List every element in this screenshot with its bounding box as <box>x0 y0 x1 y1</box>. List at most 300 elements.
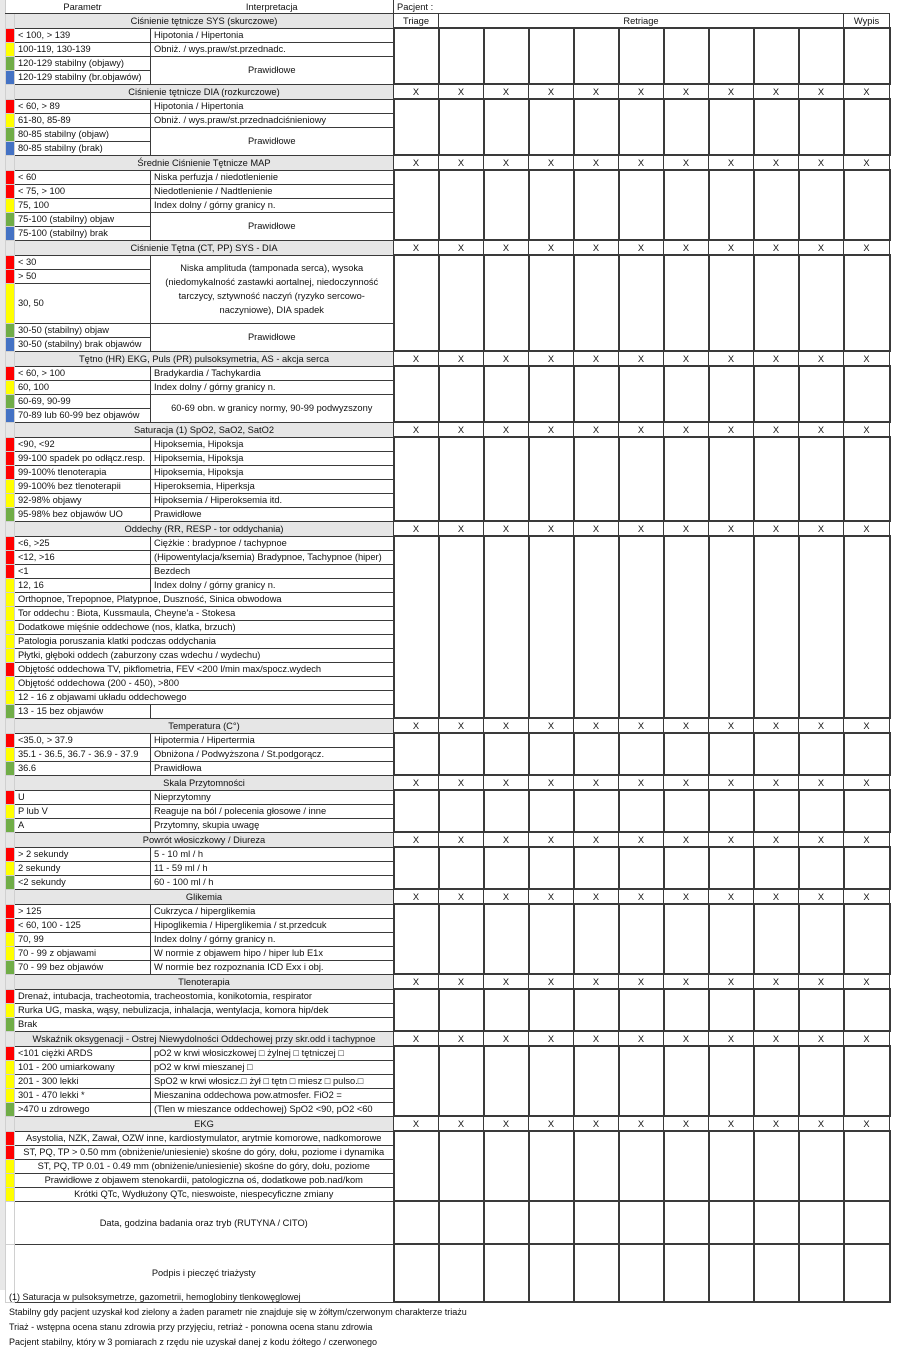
mark-x: X <box>394 832 439 847</box>
measurement-cell[interactable] <box>619 28 664 84</box>
measurement-cell[interactable] <box>484 170 529 240</box>
mark-x: X <box>619 974 664 989</box>
measurement-cell[interactable] <box>529 790 574 832</box>
measurement-cell[interactable] <box>529 989 574 1031</box>
measurement-cell[interactable] <box>439 28 484 84</box>
mark-x: X <box>709 351 754 366</box>
section-color-blank <box>6 718 15 733</box>
measurement-cell[interactable] <box>709 437 754 521</box>
signature-cell[interactable] <box>484 1201 529 1244</box>
signature-cell[interactable] <box>754 1244 799 1302</box>
mark-x: X <box>664 84 709 99</box>
measurement-cell[interactable] <box>799 904 844 974</box>
mark-x: X <box>754 422 799 437</box>
measurement-cell[interactable] <box>619 847 664 889</box>
measurement-cell[interactable] <box>754 170 799 240</box>
parameter-value: 92-98% objawy <box>15 493 151 507</box>
measurement-cell[interactable] <box>484 437 529 521</box>
signature-cell[interactable] <box>619 1244 664 1302</box>
mark-x: X <box>394 155 439 170</box>
measurement-cell[interactable] <box>529 1131 574 1201</box>
mark-x: X <box>844 1031 890 1046</box>
measurement-cell[interactable] <box>394 790 439 832</box>
mark-x: X <box>709 974 754 989</box>
measurement-cell[interactable] <box>439 437 484 521</box>
parameter-text: Płytki, głęboki oddech (zaburzony czas wdechu / wydechu) <box>15 648 394 662</box>
mark-x: X <box>529 240 574 255</box>
measurement-cell[interactable] <box>754 366 799 422</box>
measurement-cell[interactable] <box>709 28 754 84</box>
mark-x: X <box>754 1116 799 1131</box>
parameter-value: 75, 100 <box>15 198 151 212</box>
measurement-cell[interactable] <box>619 790 664 832</box>
mark-x: X <box>574 775 619 790</box>
measurement-cell[interactable] <box>529 366 574 422</box>
measurement-cell[interactable] <box>574 904 619 974</box>
measurement-cell[interactable] <box>844 99 890 155</box>
mark-x: X <box>619 775 664 790</box>
measurement-cell[interactable] <box>574 255 619 351</box>
measurement-cell[interactable] <box>484 989 529 1031</box>
mark-x: X <box>619 240 664 255</box>
mark-x: X <box>439 155 484 170</box>
mark-x: X <box>844 718 890 733</box>
measurement-cell[interactable] <box>529 28 574 84</box>
severity-color-green <box>6 394 15 408</box>
section-color-blank <box>6 240 15 255</box>
severity-color-yellow <box>6 648 15 662</box>
section-header-row <box>6 240 890 255</box>
measurement-cell[interactable] <box>754 904 799 974</box>
measurement-cell[interactable] <box>484 1046 529 1116</box>
interpretation: Obniżona / Podwyższona / St.podgorącz. <box>151 747 394 761</box>
parameter-value: > 2 sekundy <box>15 847 151 861</box>
signature-cell[interactable] <box>439 1201 484 1244</box>
interpretation: Prawidłowa <box>151 761 394 775</box>
section-title: Temperatura (C°) <box>15 718 394 733</box>
mark-x: X <box>844 832 890 847</box>
measurement-cell[interactable] <box>394 1131 439 1201</box>
measurement-cell[interactable] <box>799 790 844 832</box>
parameter-value: 60-69, 90-99 <box>15 394 151 408</box>
measurement-cell[interactable] <box>664 1046 709 1116</box>
measurement-cell[interactable] <box>619 99 664 155</box>
signature-cell[interactable] <box>799 1244 844 1302</box>
measurement-cell[interactable] <box>484 28 529 84</box>
signature-cell[interactable] <box>709 1201 754 1244</box>
severity-color-red <box>6 564 15 578</box>
measurement-cell[interactable] <box>754 733 799 775</box>
measurement-cell[interactable] <box>574 847 619 889</box>
measurement-cell[interactable] <box>754 536 799 718</box>
measurement-cell[interactable] <box>619 1046 664 1116</box>
mark-x: X <box>844 974 890 989</box>
measurement-cell[interactable] <box>574 1131 619 1201</box>
signature-cell[interactable] <box>844 1201 890 1244</box>
measurement-cell[interactable] <box>439 536 484 718</box>
parameter-value: 35.1 - 36.5, 36.7 - 36.9 - 37.9 <box>15 747 151 761</box>
measurement-cell[interactable] <box>439 1131 484 1201</box>
measurement-cell[interactable] <box>529 170 574 240</box>
section-title: Saturacja (1) SpO2, SaO2, SatO2 <box>15 422 394 437</box>
mark-x: X <box>799 155 844 170</box>
measurement-cell[interactable] <box>574 170 619 240</box>
parameter-value: 30-50 (stabilny) objaw <box>15 323 151 337</box>
measurement-cell[interactable] <box>484 1131 529 1201</box>
severity-color-yellow <box>6 283 15 323</box>
mark-x: X <box>574 974 619 989</box>
severity-color-green <box>6 704 15 718</box>
parameter-value: <101 ciężki ARDS <box>15 1046 151 1060</box>
measurement-cell[interactable] <box>394 366 439 422</box>
section-title: Wskaźnik oksygenacji - Ostrej Niewydolności Oddechowej przy skr.odd i tachypnoe <box>15 1031 394 1046</box>
parameter-value: <2 sekundy <box>15 875 151 889</box>
measurement-cell[interactable] <box>799 255 844 351</box>
measurement-cell[interactable] <box>844 904 890 974</box>
measurement-cell[interactable] <box>664 28 709 84</box>
interpretation <box>151 704 394 718</box>
interpretation: Niska perfuzja / niedotlenienie <box>151 170 394 184</box>
measurement-cell[interactable] <box>619 904 664 974</box>
measurement-cell[interactable] <box>844 733 890 775</box>
parameter-value: 70 - 99 bez objawów <box>15 960 151 974</box>
parameter-text: Prawidłowe z objawem stenokardii, patologiczna oś, dodatkowe pob.nad/kom <box>15 1173 394 1187</box>
measurement-cell[interactable] <box>709 536 754 718</box>
measurement-cell[interactable] <box>709 170 754 240</box>
section-header-row <box>6 832 890 847</box>
parameter-value: < 75, > 100 <box>15 184 151 198</box>
measurement-cell[interactable] <box>754 790 799 832</box>
measurement-cell[interactable] <box>754 437 799 521</box>
measurement-cell[interactable] <box>619 170 664 240</box>
mark-x: X <box>844 422 890 437</box>
measurement-cell[interactable] <box>394 733 439 775</box>
measurement-cell[interactable] <box>664 437 709 521</box>
mark-x: X <box>754 832 799 847</box>
measurement-cell[interactable] <box>844 366 890 422</box>
parameter-row <box>6 366 890 380</box>
measurement-cell[interactable] <box>394 99 439 155</box>
measurement-cell[interactable] <box>574 989 619 1031</box>
measurement-cell[interactable] <box>529 99 574 155</box>
footnote: Triaż - wstępna ocena stanu zdrowia przy przyjęciu, retriaż - ponowna ocena stanu zdrowia <box>9 1322 373 1332</box>
measurement-cell[interactable] <box>394 989 439 1031</box>
measurement-cell[interactable] <box>619 255 664 351</box>
measurement-cell[interactable] <box>664 904 709 974</box>
measurement-cell[interactable] <box>664 1131 709 1201</box>
measurement-cell[interactable] <box>709 255 754 351</box>
severity-color-blue <box>6 226 15 240</box>
signature-cell[interactable] <box>529 1201 574 1244</box>
measurement-cell[interactable] <box>394 904 439 974</box>
measurement-cell[interactable] <box>754 255 799 351</box>
severity-color-yellow <box>6 1003 15 1017</box>
measurement-cell[interactable] <box>619 536 664 718</box>
mark-x: X <box>394 84 439 99</box>
mark-x: X <box>844 775 890 790</box>
measurement-cell[interactable] <box>799 847 844 889</box>
parameter-value: 75-100 (stabilny) brak <box>15 226 151 240</box>
measurement-cell[interactable] <box>799 99 844 155</box>
measurement-cell[interactable] <box>574 733 619 775</box>
measurement-cell[interactable] <box>439 99 484 155</box>
severity-color-red <box>6 99 15 113</box>
measurement-cell[interactable] <box>709 366 754 422</box>
mark-x: X <box>799 832 844 847</box>
measurement-cell[interactable] <box>439 366 484 422</box>
measurement-cell[interactable] <box>484 904 529 974</box>
measurement-cell[interactable] <box>799 366 844 422</box>
measurement-cell[interactable] <box>619 437 664 521</box>
measurement-cell[interactable] <box>394 255 439 351</box>
measurement-cell[interactable] <box>664 536 709 718</box>
blank <box>6 0 15 14</box>
measurement-cell[interactable] <box>844 536 890 718</box>
mark-x: X <box>574 718 619 733</box>
section-color-blank <box>6 14 15 29</box>
measurement-cell[interactable] <box>844 1131 890 1201</box>
measurement-cell[interactable] <box>574 99 619 155</box>
mark-x: X <box>844 240 890 255</box>
measurement-cell[interactable] <box>799 28 844 84</box>
measurement-cell[interactable] <box>529 1046 574 1116</box>
signature-cell[interactable] <box>529 1244 574 1302</box>
section-color-blank <box>6 422 15 437</box>
measurement-cell[interactable] <box>394 28 439 84</box>
measurement-cell[interactable] <box>484 790 529 832</box>
parameter-value: 70-89 lub 60-99 bez objawów <box>15 408 151 422</box>
severity-color-red <box>6 255 15 269</box>
mark-x: X <box>394 422 439 437</box>
interpretation: Hipoksemia / Hiperoksemia itd. <box>151 493 394 507</box>
footer-row <box>6 1201 890 1244</box>
measurement-cell[interactable] <box>799 1131 844 1201</box>
section-title: EKG <box>15 1116 394 1131</box>
measurement-cell[interactable] <box>664 790 709 832</box>
signature-cell[interactable] <box>574 1244 619 1302</box>
measurement-cell[interactable] <box>529 255 574 351</box>
mark-x: X <box>844 351 890 366</box>
measurement-cell[interactable] <box>754 1046 799 1116</box>
signature-cell[interactable] <box>619 1201 664 1244</box>
mark-x: X <box>799 1031 844 1046</box>
mark-x: X <box>709 240 754 255</box>
measurement-cell[interactable] <box>619 989 664 1031</box>
parameter-row <box>6 536 890 550</box>
measurement-cell[interactable] <box>574 437 619 521</box>
parameter-text: Patologia poruszania klatki podczas oddychania <box>15 634 394 648</box>
measurement-cell[interactable] <box>709 847 754 889</box>
measurement-cell[interactable] <box>574 790 619 832</box>
section-header-row <box>6 351 890 366</box>
measurement-cell[interactable] <box>754 99 799 155</box>
measurement-cell[interactable] <box>394 170 439 240</box>
interpretation: Ciężkie : bradypnoe / tachypnoe <box>151 536 394 550</box>
measurement-cell[interactable] <box>709 99 754 155</box>
measurement-cell[interactable] <box>844 1046 890 1116</box>
interpretation: Index dolny / górny granicy n. <box>151 198 394 212</box>
mark-x: X <box>439 832 484 847</box>
measurement-cell[interactable] <box>574 536 619 718</box>
severity-color-green <box>6 323 15 337</box>
measurement-cell[interactable] <box>709 1131 754 1201</box>
measurement-cell[interactable] <box>664 989 709 1031</box>
mark-x: X <box>754 718 799 733</box>
measurement-cell[interactable] <box>799 1046 844 1116</box>
parameter-value: <6, >25 <box>15 536 151 550</box>
measurement-cell[interactable] <box>799 437 844 521</box>
mark-x: X <box>799 84 844 99</box>
measurement-cell[interactable] <box>529 733 574 775</box>
signature-cell[interactable] <box>754 1201 799 1244</box>
measurement-cell[interactable] <box>484 536 529 718</box>
measurement-cell[interactable] <box>709 733 754 775</box>
section-header-row <box>6 974 890 989</box>
measurement-cell[interactable] <box>529 536 574 718</box>
measurement-cell[interactable] <box>844 28 890 84</box>
severity-color-red <box>6 451 15 465</box>
measurement-cell[interactable] <box>529 437 574 521</box>
severity-color-yellow <box>6 578 15 592</box>
parameter-row <box>6 733 890 747</box>
parameter-value: <90, <92 <box>15 437 151 451</box>
measurement-cell[interactable] <box>799 733 844 775</box>
measurement-cell[interactable] <box>664 99 709 155</box>
section-title: Średnie Ciśnienie Tętnicze MAP <box>15 155 394 170</box>
measurement-cell[interactable] <box>619 366 664 422</box>
measurement-cell[interactable] <box>619 733 664 775</box>
mark-x: X <box>799 240 844 255</box>
measurement-cell[interactable] <box>754 989 799 1031</box>
mark-x: X <box>709 1031 754 1046</box>
measurement-cell[interactable] <box>394 1046 439 1116</box>
measurement-cell[interactable] <box>709 790 754 832</box>
measurement-cell[interactable] <box>574 1046 619 1116</box>
mark-x: X <box>664 422 709 437</box>
measurement-cell[interactable] <box>799 536 844 718</box>
interpretation: 11 - 59 ml / h <box>151 861 394 875</box>
section-title: Skala Przytomności <box>15 775 394 790</box>
mark-x: X <box>619 832 664 847</box>
signature-cell[interactable] <box>664 1244 709 1302</box>
measurement-cell[interactable] <box>754 1131 799 1201</box>
severity-color-green <box>6 960 15 974</box>
measurement-cell[interactable] <box>439 255 484 351</box>
measurement-cell[interactable] <box>439 989 484 1031</box>
footnotes <box>9 1290 467 1350</box>
parameter-value: 30, 50 <box>15 283 151 323</box>
severity-color-yellow <box>6 946 15 960</box>
measurement-cell[interactable] <box>394 847 439 889</box>
mark-x: X <box>709 422 754 437</box>
mark-x: X <box>574 521 619 536</box>
measurement-cell[interactable] <box>484 733 529 775</box>
measurement-cell[interactable] <box>709 989 754 1031</box>
measurement-cell[interactable] <box>439 847 484 889</box>
parameter-value: 120-129 stabilny (br.objawów) <box>15 70 151 84</box>
mark-x: X <box>754 889 799 904</box>
measurement-cell[interactable] <box>394 536 439 718</box>
mark-x: X <box>664 974 709 989</box>
footer-label: Podpis i pieczęć triażysty <box>15 1244 394 1302</box>
mark-x: X <box>439 775 484 790</box>
measurement-cell[interactable] <box>439 790 484 832</box>
signature-cell[interactable] <box>484 1244 529 1302</box>
measurement-cell[interactable] <box>439 904 484 974</box>
mark-x: X <box>574 155 619 170</box>
measurement-cell[interactable] <box>529 847 574 889</box>
signature-cell[interactable] <box>709 1244 754 1302</box>
measurement-cell[interactable] <box>844 847 890 889</box>
interpretation: SpO2 w krwi włosicz.□ żył □ tętn □ miesz □ pulso.□ <box>151 1074 394 1088</box>
section-title: Ciśnienie tętnicze SYS (skurczowe) <box>15 14 394 29</box>
section-header-row <box>6 1116 890 1131</box>
measurement-cell[interactable] <box>844 790 890 832</box>
signature-cell[interactable] <box>799 1201 844 1244</box>
interpretation: Hiperoksemia, Hiperksja <box>151 479 394 493</box>
measurement-cell[interactable] <box>664 170 709 240</box>
measurement-cell[interactable] <box>574 366 619 422</box>
interpretation: (Hipowentylacja/ksemia) Bradypnoe, Tachypnoe (hiper) <box>151 550 394 564</box>
measurement-cell[interactable] <box>664 733 709 775</box>
interpretation: Hipoksemia, Hipoksja <box>151 451 394 465</box>
measurement-cell[interactable] <box>754 28 799 84</box>
measurement-cell[interactable] <box>439 170 484 240</box>
measurement-cell[interactable] <box>799 989 844 1031</box>
section-color-blank <box>6 84 15 99</box>
mark-x: X <box>484 974 529 989</box>
measurement-cell[interactable] <box>844 170 890 240</box>
measurement-cell[interactable] <box>484 255 529 351</box>
measurement-cell[interactable] <box>439 733 484 775</box>
measurement-cell[interactable] <box>754 847 799 889</box>
signature-cell[interactable] <box>664 1201 709 1244</box>
measurement-cell[interactable] <box>484 99 529 155</box>
interpretation: Mieszanina oddechowa pow.atmosfer. FiO2 = <box>151 1088 394 1102</box>
parameter-text: Asystolia, NZK, Zawał, OZW inne, kardiostymulator, arytmie komorowe, nadkomorowe <box>15 1131 394 1145</box>
measurement-cell[interactable] <box>844 437 890 521</box>
measurement-cell[interactable] <box>664 255 709 351</box>
measurement-cell[interactable] <box>394 437 439 521</box>
measurement-cell[interactable] <box>844 255 890 351</box>
mark-x: X <box>754 84 799 99</box>
mark-x: X <box>664 240 709 255</box>
section-header-row <box>6 521 890 536</box>
mark-x: X <box>619 521 664 536</box>
measurement-cell[interactable] <box>439 1046 484 1116</box>
measurement-cell[interactable] <box>709 904 754 974</box>
parameter-value: 100-119, 130-139 <box>15 42 151 56</box>
footnote: Stabilny gdy pacjent uzyskał kod zielony a żaden parametr nie znajduje się w żółtym/czerwonym charakterze triażu <box>9 1307 467 1317</box>
signature-cell[interactable] <box>844 1244 890 1302</box>
mark-x: X <box>754 974 799 989</box>
parameter-value: 13 - 15 bez objawów <box>15 704 151 718</box>
measurement-cell[interactable] <box>529 904 574 974</box>
mark-x: X <box>754 351 799 366</box>
section-header-row <box>6 718 890 733</box>
measurement-cell[interactable] <box>799 170 844 240</box>
measurement-cell[interactable] <box>619 1131 664 1201</box>
measurement-cell[interactable] <box>664 847 709 889</box>
measurement-cell[interactable] <box>484 847 529 889</box>
measurement-cell[interactable] <box>574 28 619 84</box>
measurement-cell[interactable] <box>484 366 529 422</box>
measurement-cell[interactable] <box>709 1046 754 1116</box>
measurement-cell[interactable] <box>664 366 709 422</box>
signature-cell[interactable] <box>574 1201 619 1244</box>
signature-cell[interactable] <box>394 1201 439 1244</box>
measurement-cell[interactable] <box>844 989 890 1031</box>
